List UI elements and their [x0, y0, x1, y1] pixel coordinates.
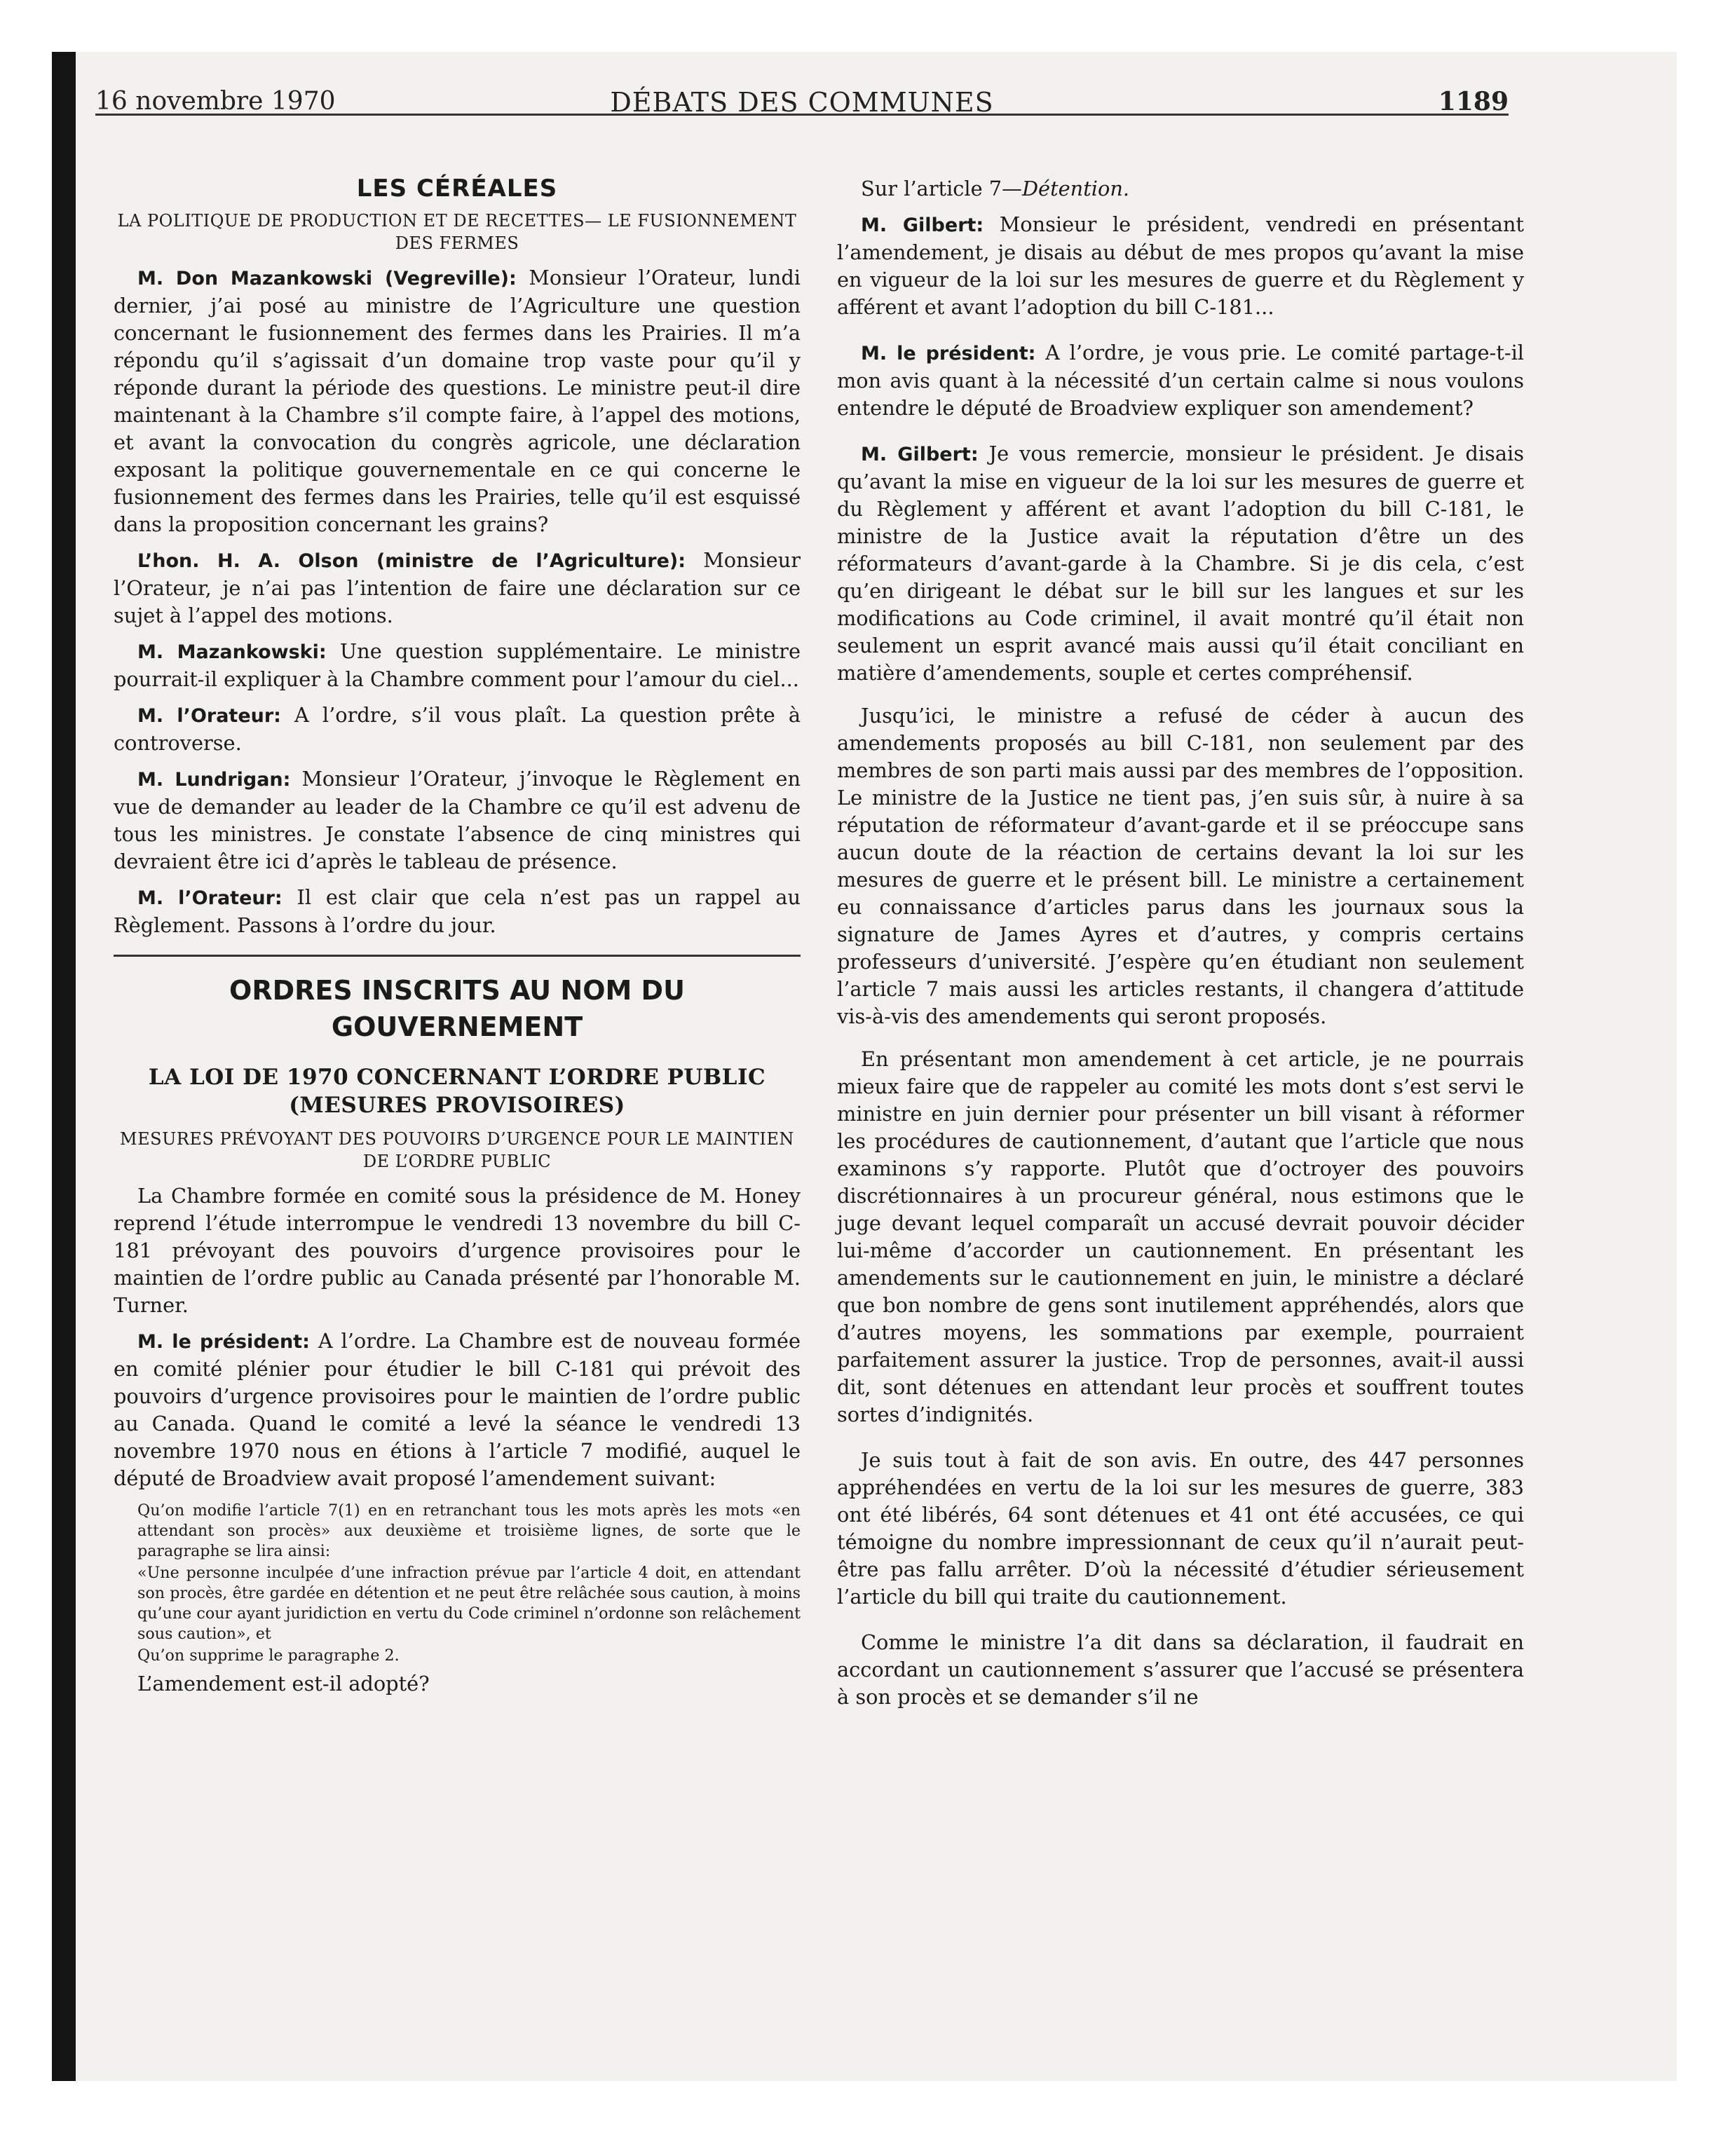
speaker-name: M. l’Orateur: — [137, 887, 283, 909]
section-title: LES CÉRÉALES — [356, 175, 558, 203]
speaker-name: M. Gilbert: — [861, 444, 979, 465]
speech-text: Monsieur le président, vendredi en présentant l’amendement, je disais au début de mes propos qu’avant la mise en vigueur de la loi sur les mesures de guerre et du Règlement y afférent et avant l’adoption du bill C-181... — [837, 212, 1524, 319]
speech-text: A l’ordre. La Chambre est de nouveau formée en comité plénier pour étudier le bill C-181 qui prévoit des pouvoirs d’urgence provisoires pour le maintien de l’ordre public au Canada. Quand le comité a levé la séance le vendredi 13 novembre 1970 nous en étions à l’article 7 modifié, auquel le député de Broadview avait proposé l’amendement suivant: — [114, 1329, 801, 1490]
speech-text: Une question supplémentaire. Le ministre pourrait-il expliquer à la Chambre comment pour l’amour du ciel... — [114, 639, 801, 691]
paragraph — [837, 211, 1524, 321]
orders-title: ORDRES INSCRITS AU NOM DU GOUVERNEMENT — [229, 975, 685, 1042]
paragraph — [114, 765, 801, 875]
binding-edge — [52, 52, 76, 2081]
left-column — [114, 175, 801, 1706]
speaker-name: M. Don Mazankowski (Vegreville): — [137, 268, 517, 289]
section-subtitle: LA POLITIQUE DE PRODUCTION ET DE RECETTES— LE FUSIONNEMENT DES FERMES — [117, 211, 797, 253]
section-divider — [114, 955, 801, 957]
header-title: DÉBATS DES COMMUNES — [610, 87, 994, 118]
amendment-quote: Qu’on modifie l’article 7(1) en en retranchant tous les mots après les mots «en attendant son procès» aux deuxième et troisième lignes, de sorte que le paragraphe se lira ainsi: — [137, 1501, 801, 1560]
paragraph — [114, 1328, 801, 1492]
speech-text: Je vous remercie, monsieur le président. Je disais qu’avant la mise en vigueur de la loi sur les mesures de guerre et du Règlement y afférent et avant l’adoption du bill C-181, le ministre de la Justice avait la réputation d’être un des réformateurs d’avant-garde à la Chambre. Si je dis cela, c’est qu’en dirigeant le débat sur le bill sur les langues et sur les modifications au Code criminel, il avait montré qu’il était non seulement un esprit avancé mais aussi qu’il était conciliant en matière d’amendements, souple et certes compréhensif. — [837, 442, 1524, 685]
speech-text: A l’ordre, s’il vous plaît. La question prête à controverse. — [114, 703, 801, 755]
amendment-quote: Qu’on supprime le paragraphe 2. — [137, 1646, 400, 1665]
speech-text: Monsieur l’Orateur, j’invoque le Règlement en vue de demander au leader de la Chambre ce qu’il est advenu de tous les ministres. Je constate l’absence de cinq ministres qui devraient être ici d’après le tableau de présence. — [114, 767, 801, 873]
paragraph — [837, 339, 1524, 422]
bill-title: LA LOI DE 1970 CONCERNANT L’ORDRE PUBLIC (MESURES PROVISOIRES) — [148, 1065, 766, 1118]
paragraph — [114, 884, 801, 939]
speech-text: Monsieur l’Orateur, lundi dernier, j’ai posé au ministre de l’Agriculture une question concernant le fusionnement des fermes dans les Prairies. Il m’a répondu qu’il s’agissait d’un domaine trop vaste pour qu’il y réponde durant la période des questions. Le ministre peut-il dire maintenant à la Chambre s’il compte faire, à l’appel des motions, et avant la convocation du congrès agricole, une déclaration exposant la politique gouvernementale en ce qui concerne le fusionnement des fermes dans les Prairies, telle qu’il est esquissé dans la proposition concernant les grains? — [114, 266, 801, 536]
paragraph: La Chambre formée en comité sous la présidence de M. Honey reprend l’étude interrompue le vendredi 13 novembre du bill C-181 prévoyant des pouvoirs d’urgence provisoires pour le maintien de l’ordre public au Canada présenté par l’honorable M. Turner. — [114, 1184, 801, 1317]
amendment-quote: «Une personne inculpée d’une infraction prévue par l’article 4 doit, en attendant son procès, être gardée en détention et ne peut être relâchée sous caution, à moins qu’une cour ayant juridiction en vertu du Code criminel n’ordonne son relâchement sous caution», et — [137, 1564, 801, 1643]
speech-text: A l’ordre, je vous prie. Le comité partage-t-il mon avis quant à la nécessité d’un certain calme si nous voulons entendre le député de Broadview expliquer son amendement? — [837, 341, 1524, 420]
paragraph: L’amendement est-il adopté? — [137, 1672, 430, 1696]
header-date: 16 novembre 1970 — [95, 87, 336, 116]
paragraph — [837, 440, 1524, 687]
paragraph: Comme le ministre l’a dit dans sa déclaration, il faudrait en accordant un cautionnement s’assurer que l’accusé se présentera à son procès et se demander s’il ne — [837, 1630, 1524, 1709]
header-rule — [95, 114, 1509, 116]
running-header — [95, 87, 1509, 130]
article-heading — [837, 175, 1524, 203]
right-column — [837, 175, 1524, 1719]
article-prefix: Sur l’article 7— — [861, 177, 1022, 200]
speech-text: Il est clair que cela n’est pas un rappel au Règlement. Passons à l’ordre du jour. — [114, 885, 801, 937]
speaker-name: L’hon. H. A. Olson (ministre de l’Agriculture): — [137, 550, 686, 572]
page-number: 1189 — [1438, 87, 1509, 116]
paragraph: Je suis tout à fait de son avis. En outre, des 447 personnes appréhendées en vertu de la loi sur les mesures de guerre, 383 ont été libérés, 64 sont détenues et 41 ont été accusées, ce qui témoigne du nombre impressionnant de ceux qu’il n’aurait peut-être pas fallu arrêter. D’où la nécessité d’étudier sérieusement l’article du bill qui traite du cautionnement. — [837, 1448, 1524, 1609]
speaker-name: M. Lundrigan: — [137, 769, 291, 791]
paragraph — [114, 638, 801, 693]
paragraph — [114, 264, 801, 538]
speaker-name: M. Mazankowski: — [137, 641, 327, 663]
speaker-name: M. Gilbert: — [861, 214, 984, 236]
speech-text: Monsieur l’Orateur, je n’ai pas l’intention de faire une déclaration sur ce sujet à l’appel des motions. — [114, 548, 801, 627]
speaker-name: M. l’Orateur: — [137, 705, 281, 727]
speaker-name: M. le président: — [861, 343, 1036, 364]
speaker-name: M. le président: — [137, 1331, 310, 1353]
paragraph — [114, 547, 801, 629]
paragraph: Jusqu’ici, le ministre a refusé de céder à aucun des amendements proposés au bill C-181, non seulement par des membres de son parti mais aussi par des membres de l’opposition. Le ministre de la Justice ne tient pas, j’en suis sûr, à nuire à sa réputation de réformateur d’avant-garde et il se préoccupe sans aucun doute de la réaction de certains devant la loi sur les mesures de guerre et le présent bill. Le ministre a certainement eu connaissance d’articles parus dans les journaux sous la signature de James Ayres et d’autres, y compris certains professeurs d’université. J’espère qu’en étudiant non seulement l’article 7 mais aussi les articles restants, il changera d’attitude vis-à-vis des amendements qui seront proposés. — [837, 704, 1524, 1028]
paragraph: En présentant mon amendement à cet article, je ne pourrais mieux faire que de rappeler au comité les mots dont s’est servi le ministre en juin dernier pour présenter un bill visant à réformer les procédures de cautionnement, d’autant que l’article que nous examinons s’y rapporte. Plutôt que d’octroyer des pouvoirs discrétionnaires à un procureur général, nous estimons que le juge devant lequel comparaît un accusé devrait pouvoir décider lui-même d’accorder un cautionnement. En présentant les amendements sur le cautionnement en juin, le ministre a déclaré que bon nombre de gens sont inutilement appréhendés, alors que d’autres moyens, les sommations par exemple, pourraient parfaitement assurer la justice. Trop de personnes, avait-il aussi dit, sont détenues en attendant leur procès et souffrent toutes sortes d’indignités. — [837, 1047, 1524, 1426]
article-title: Détention. — [1021, 177, 1130, 200]
paragraph — [114, 702, 801, 757]
bill-subtitle: MESURES PRÉVOYANT DES POUVOIRS D’URGENCE POUR LE MAINTIEN DE L’ORDRE PUBLIC — [120, 1129, 794, 1171]
